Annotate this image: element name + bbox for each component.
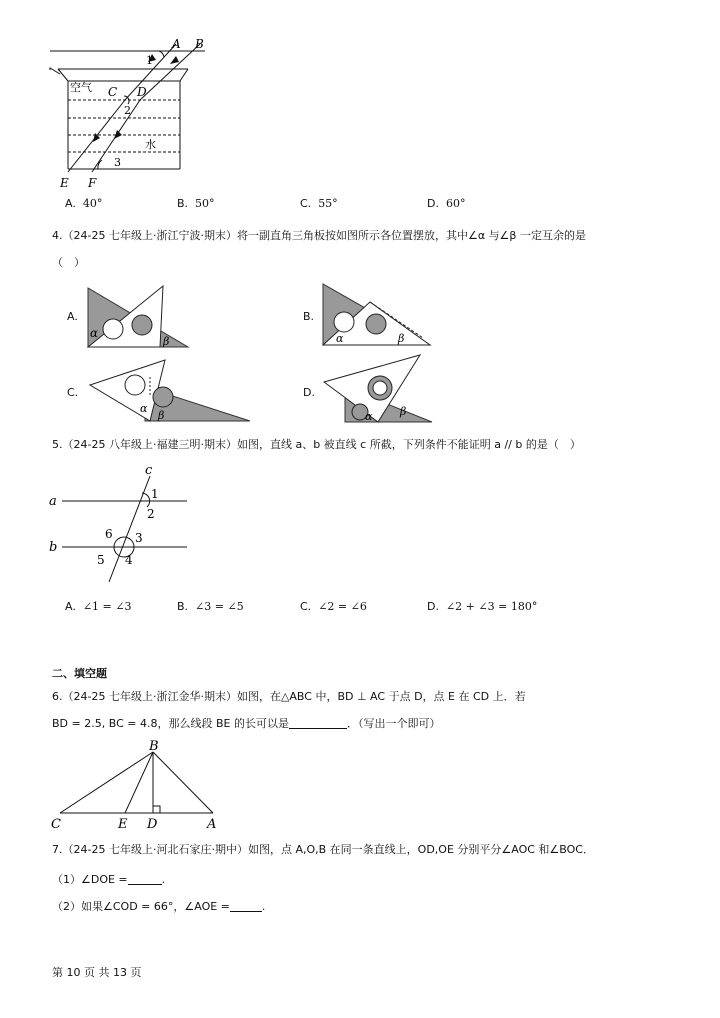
q4a-alpha: α [90,326,99,340]
q4-question: 4.（24-25 七年级上·浙江宁波·期末）将一副直角三角板按如图所示各位置摆放，其中∠α 与∠β 一定互余的是 [52,229,586,242]
fig-label-D: D [137,85,147,99]
q4-figure-d [320,352,440,427]
q5-angle-2: 2 [147,507,155,521]
q6-label-D: D [147,817,158,832]
q5-angle-6: 6 [105,527,113,541]
q5-label-c: c [145,463,153,478]
q3-choice-b: B. 50° [177,197,215,210]
q5-label-a: a [49,494,57,509]
fig-label-B: B [195,37,204,51]
fig-label-2: 2 [124,104,131,117]
q7-part1-blank[interactable] [128,872,162,885]
fig-label-air: 空气 [70,81,92,94]
q6-question-line2: BD = 2.5, BC = 4.8，那么线段 BE 的长可以是 ．（写出一个即可） [52,717,441,730]
page-footer: 第 10 页 共 13 页 [52,966,142,979]
q3-choice-c: C. 55° [300,197,338,210]
q5-figure [45,460,195,585]
q5-choice-c: C. ∠2 = ∠6 [300,600,367,613]
q4b-alpha: α [336,332,344,345]
q5-angle-1: 1 [151,487,159,501]
fig-label-C: C [108,85,118,99]
q6-label-B: B [149,739,159,754]
q4c-beta: β [158,409,165,422]
q7-part1: （1）∠DOE = . [52,873,166,886]
section-title: 二、填空题 [52,667,107,680]
q6-label-A: A [207,817,217,832]
q3-choice-d: D. 60° [427,197,466,210]
q5-choice-b: B. ∠3 = ∠5 [177,600,244,613]
fig-label-3: 3 [114,156,121,169]
q4-option-a: A. [67,310,78,323]
q5-choice-d: D. ∠2 + ∠3 = 180° [427,600,538,613]
q5-angle-5: 5 [97,553,105,567]
q5-angle-4: 4 [125,553,133,567]
q5-choice-a: A. ∠1 = ∠3 [65,600,132,613]
q4b-beta: β [398,332,405,345]
fig-label-F: F [88,176,97,190]
q5-label-b: b [49,540,58,555]
q7-part2-blank[interactable] [230,899,262,912]
q4-figure-b [320,282,435,350]
q4-bracket: （ ） [52,256,85,269]
q6-label-C: C [51,817,61,832]
q4c-alpha: α [140,402,148,415]
fig-label-A: A [172,37,181,51]
q7-question: 7.（24-25 七年级上·河北石家庄·期中）如图，点 A,O,B 在同一条直线上，OD,OE 分别平分∠AOC 和∠BOC． [52,843,594,856]
fig-label-1: 1 [146,54,153,67]
refraction-figure [40,34,240,194]
fig-label-E: E [60,176,69,190]
q4-figure-c [85,357,255,427]
q6-question: 6.（24-25 七年级上·浙江金华·期末）如图，在△ABC 中，BD ⊥ AC 于点 D，点 E 在 CD 上．若 [52,690,526,703]
q6-figure [45,738,230,833]
q4-option-c: C. [67,386,79,399]
q4a-beta: β [163,335,170,348]
q4-option-d: D. [303,386,315,399]
q6-answer-blank[interactable] [289,716,347,729]
q5-question: 5.（24-25 八年级上·福建三明·期末）如图，直线 a、b 被直线 c 所截，下列条件不能证明 a // b 的是（ ） [52,438,581,451]
q7-part2: （2）如果∠COD = 66°，∠AOE = . [52,900,266,913]
q4-option-b: B. [303,310,315,323]
q5-angle-3: 3 [135,531,143,545]
q6-label-E: E [118,817,128,832]
fig-label-water: 水 [145,138,156,151]
q4d-alpha: α [365,410,373,423]
q3-choice-a: A. 40° [65,197,103,210]
q4d-beta: β [400,405,407,418]
q4-figure-a [85,283,195,353]
